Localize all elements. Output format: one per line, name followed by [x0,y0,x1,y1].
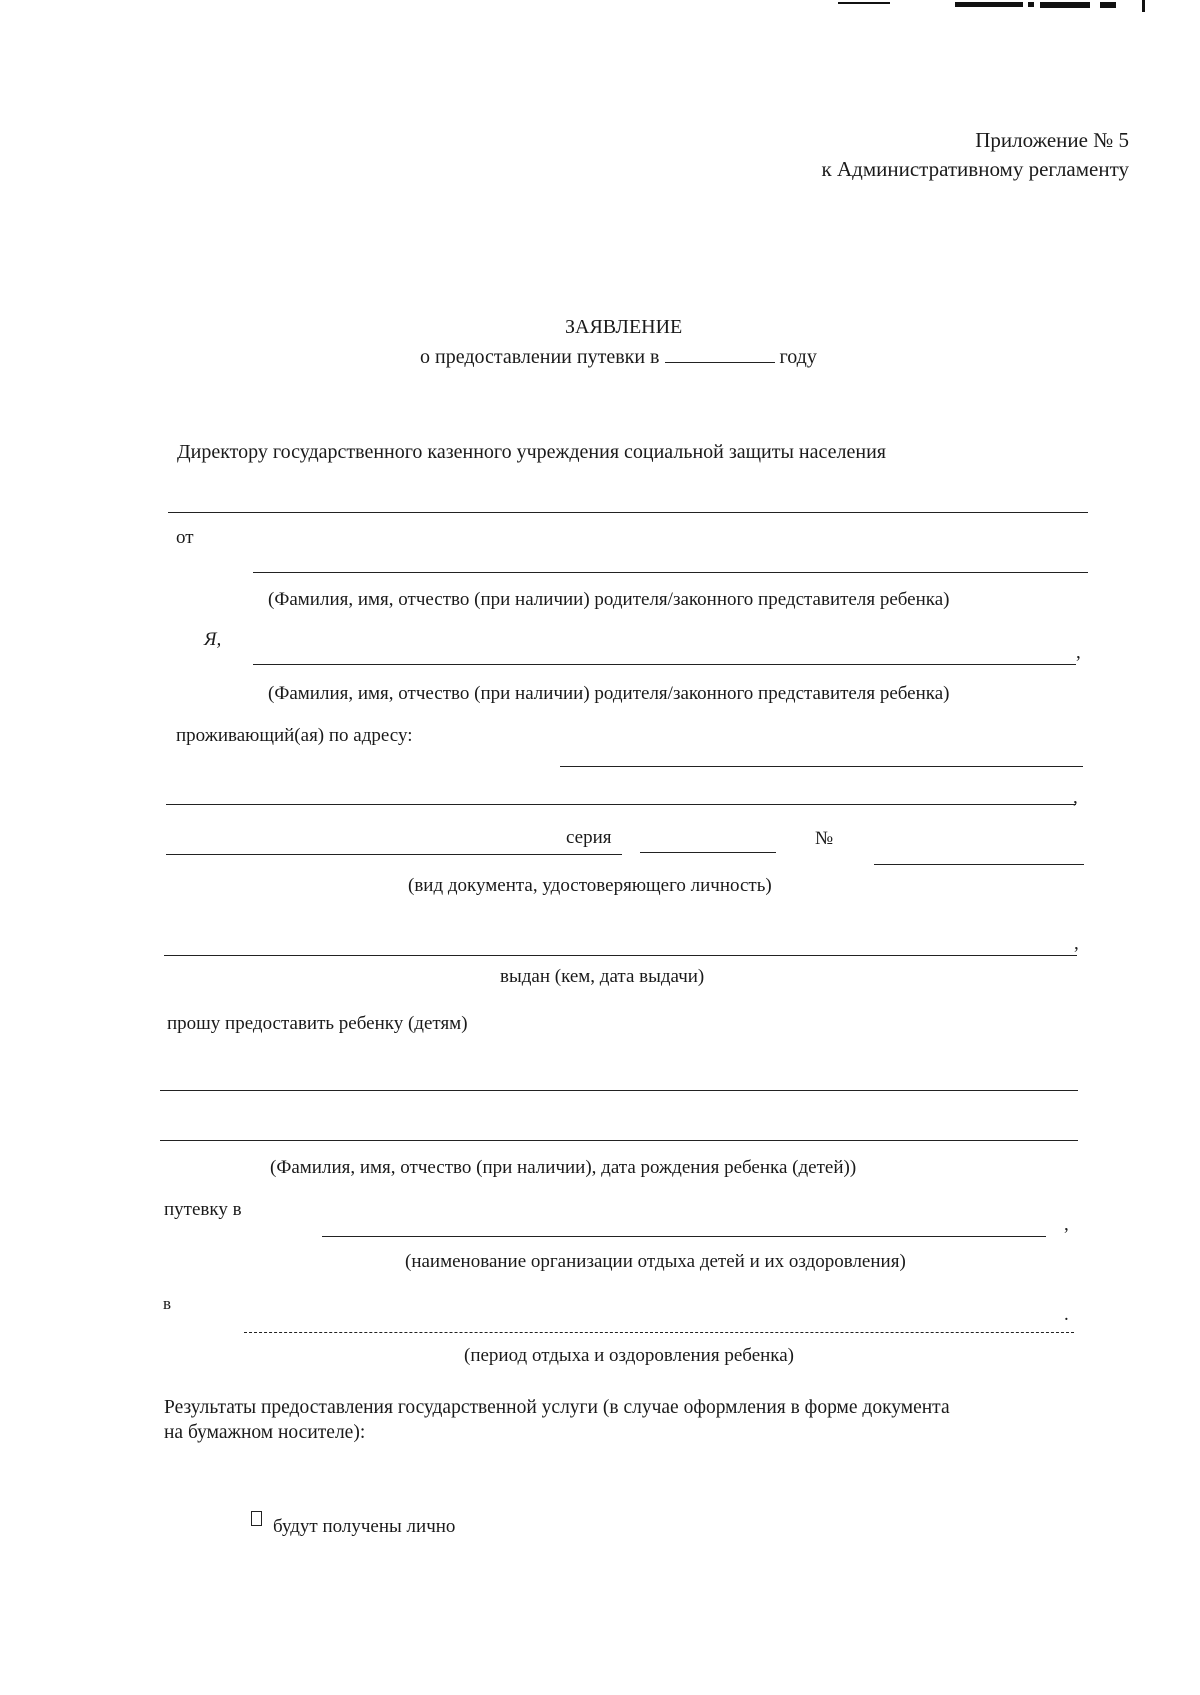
child-name-caption: (Фамилия, имя, отчество (при наличии), дата рождения ребенка (детей)) [270,1157,857,1178]
i-label: Я, [204,629,222,650]
personal-receipt-label: будут получены лично [273,1516,456,1537]
period-field[interactable] [244,1332,1074,1333]
address-field-1[interactable] [560,766,1083,767]
number-label: № [815,828,834,849]
child-field-1[interactable] [160,1090,1078,1091]
results-text-line2: на бумажном носителе): [164,1422,366,1443]
series-field[interactable] [640,852,776,853]
child-field-2[interactable] [160,1140,1078,1141]
document-subtitle [420,344,817,369]
year-field[interactable] [665,344,775,363]
results-text-line1: Результаты предоставления государственной услуги (в случае оформления в форме документа [164,1397,950,1418]
scan-artifact [1040,2,1090,8]
voucher-label: путевку в [164,1199,242,1220]
subtitle-text: о предоставлении путевки в [420,346,660,368]
organization-caption: (наименование организации отдыха детей и их оздоровления) [405,1251,906,1272]
addressee-field[interactable] [168,512,1088,513]
number-field[interactable] [874,864,1084,865]
applicant-name-field[interactable] [253,664,1076,665]
in-label: в [163,1294,172,1313]
comma-mark: , [1074,933,1079,954]
comma-mark: , [1073,787,1078,808]
request-label: прошу предоставить ребенку (детям) [167,1013,468,1034]
personal-receipt-checkbox[interactable] [251,1511,262,1526]
period-caption: (период отдыха и оздоровления ребенка) [464,1345,794,1366]
id-document-field[interactable] [166,854,622,855]
regulation-reference: к Административному регламенту [821,157,1129,181]
scan-artifact [838,2,890,4]
issued-caption: выдан (кем, дата выдачи) [500,966,705,987]
id-document-caption: (вид документа, удостоверяющего личность) [408,875,772,896]
series-label: серия [566,827,612,848]
parent-name-caption-2: (Фамилия, имя, отчество (при наличии) родителя/законного представителя ребенка) [268,683,950,704]
parent-name-caption: (Фамилия, имя, отчество (при наличии) родителя/законного представителя ребенка) [268,589,950,610]
period-end-mark: . [1064,1304,1069,1325]
from-label: от [176,527,194,548]
address-field-2[interactable] [166,804,1076,805]
appendix-number: Приложение № 5 [975,128,1129,152]
from-name-field[interactable] [253,572,1088,573]
comma-mark: , [1064,1214,1069,1235]
subtitle-year-word: году [779,346,817,368]
address-label: проживающий(ая) по адресу: [176,725,413,746]
scan-artifact [1100,2,1116,8]
comma-mark: , [1076,642,1081,663]
organization-field[interactable] [322,1236,1046,1237]
scan-artifact [1142,0,1145,12]
scan-artifact [1028,2,1034,7]
document-title: ЗАЯВЛЕНИЕ [565,316,683,338]
issued-field[interactable] [164,955,1077,956]
addressee-text: Директору государственного казенного учреждения социальной защиты населения [177,441,886,463]
scan-artifact [955,2,1023,7]
